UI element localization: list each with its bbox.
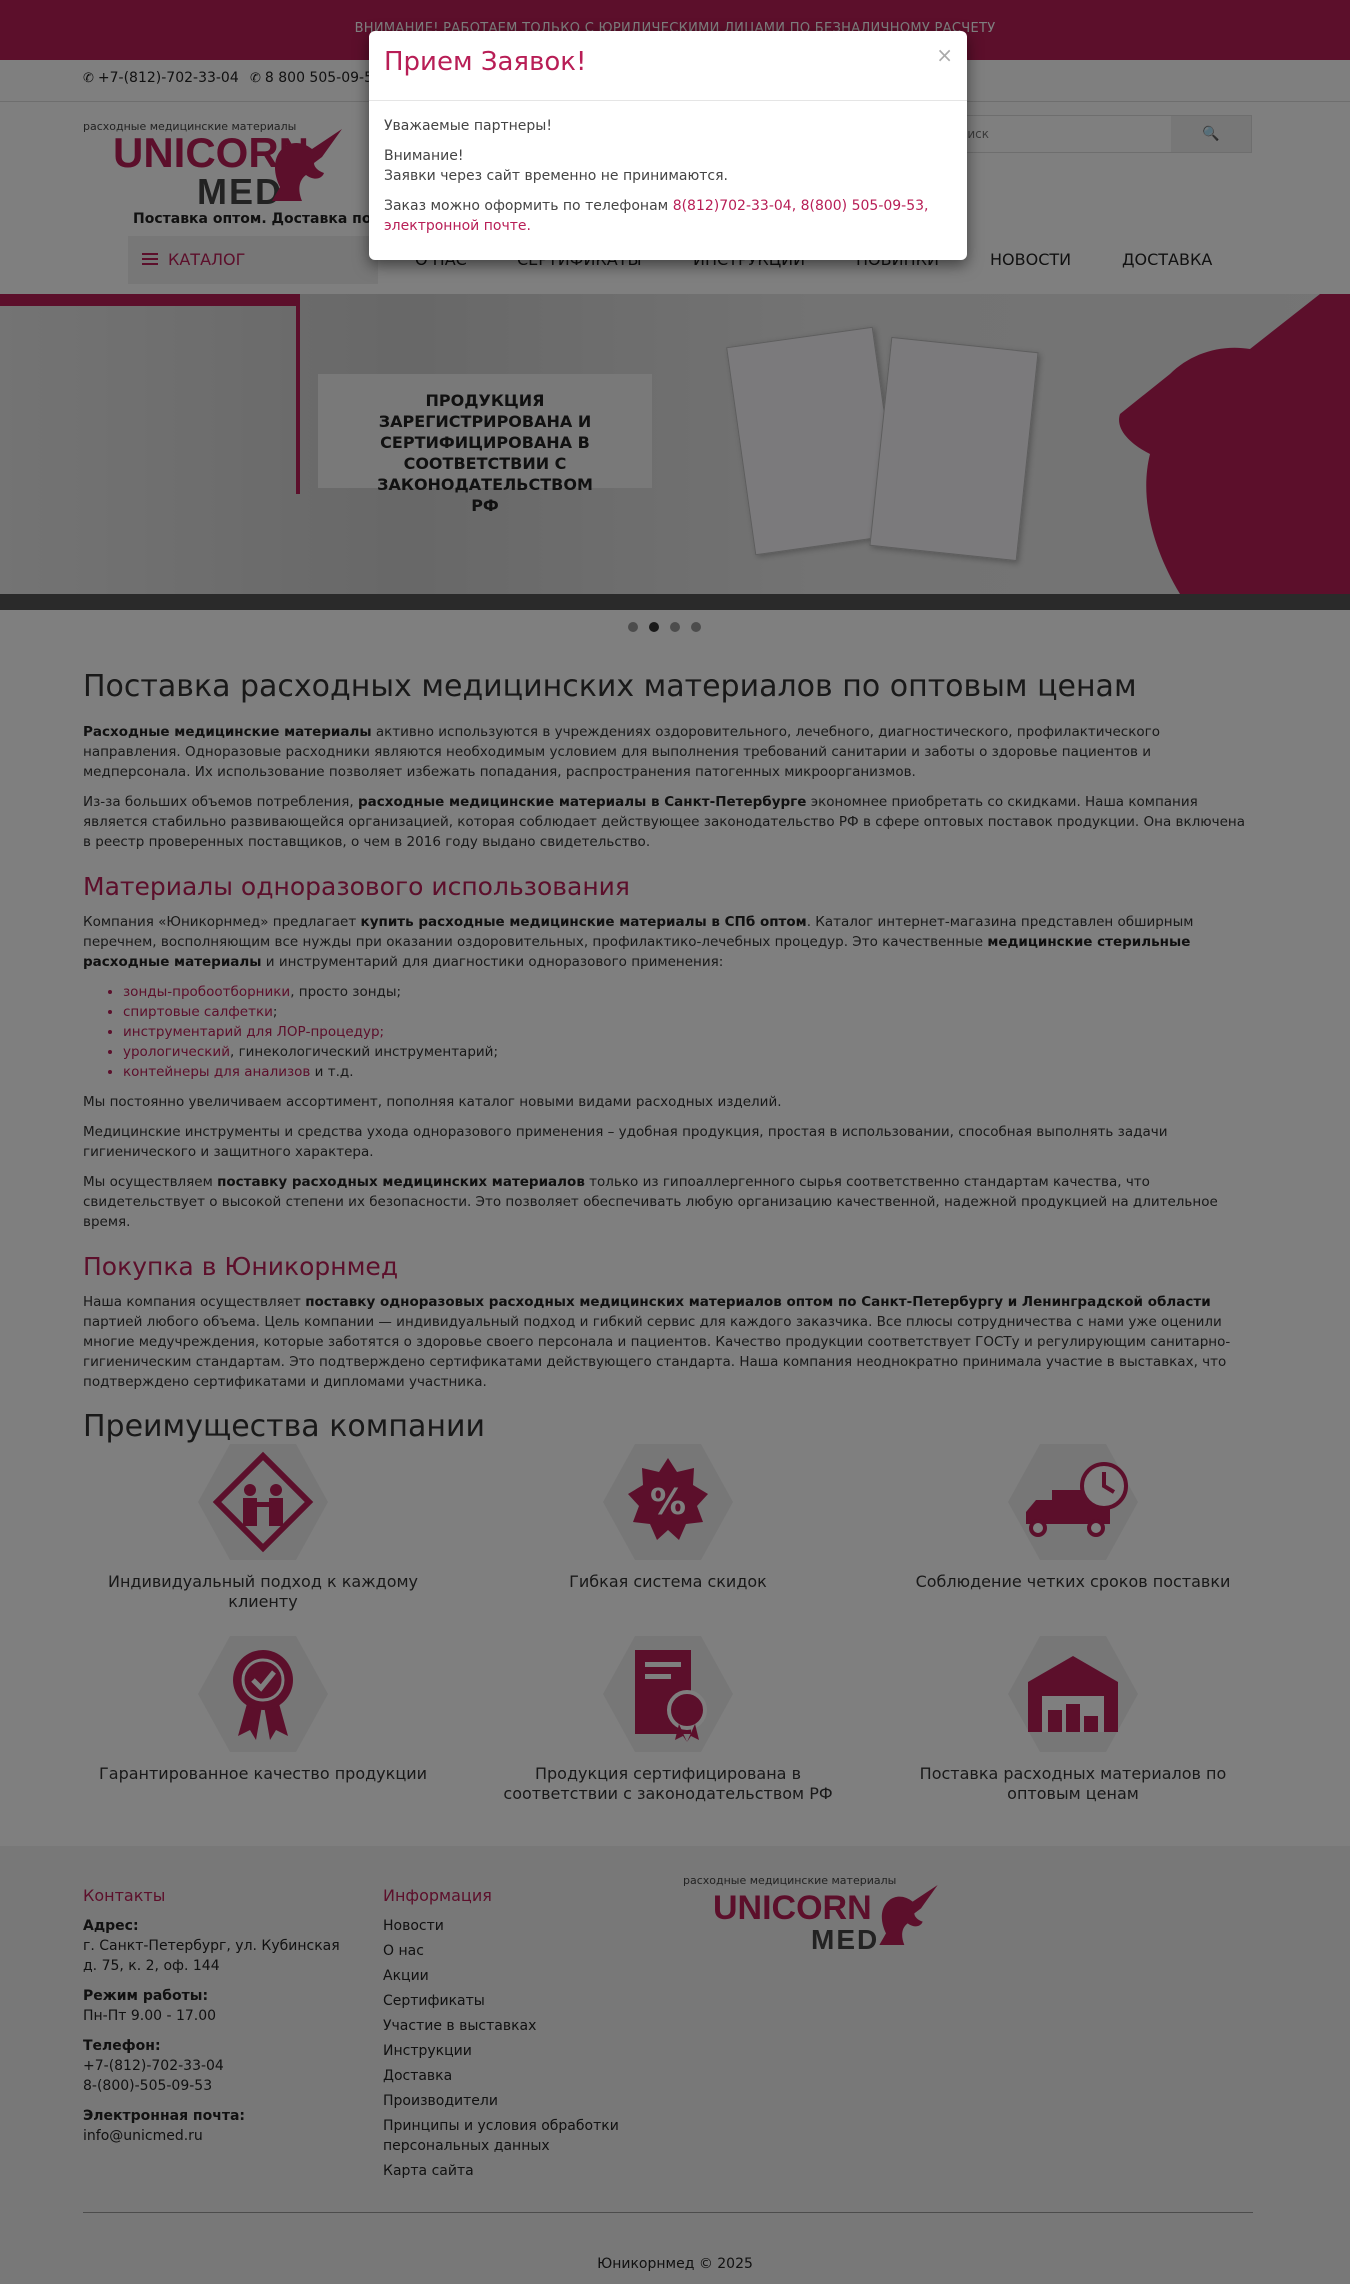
modal-line-2: Внимание! [384, 148, 464, 164]
close-icon[interactable]: × [936, 43, 953, 67]
modal-contact-link[interactable]: 8(812)702-33-04, 8(800) 505-09-53, электронной почте. [384, 198, 929, 234]
modal-line-3: Заявки через сайт временно не принимаются. [384, 168, 728, 184]
modal-line-1: Уважаемые партнеры! [384, 118, 552, 134]
modal-contact [384, 196, 952, 236]
modal-title: Прием Заявок! [384, 47, 587, 77]
modal-line-4: Заказ можно оформить по телефонам [384, 198, 673, 214]
notice-modal [369, 31, 967, 260]
modal-header [369, 31, 967, 101]
modal-attention [384, 146, 952, 186]
modal-body [369, 101, 967, 261]
